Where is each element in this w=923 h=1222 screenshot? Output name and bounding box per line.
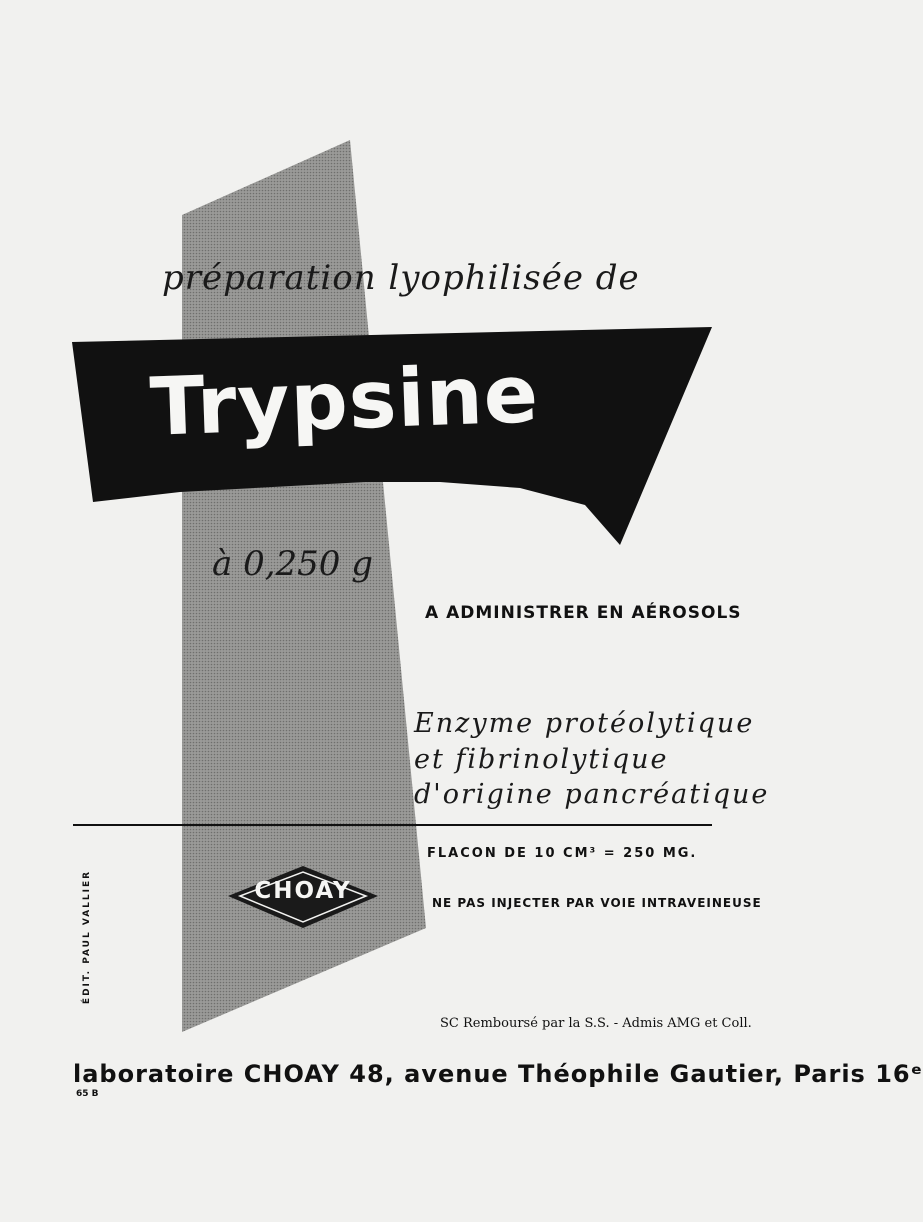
product-name: Trypsine [148, 347, 541, 454]
description-line-2: et fibrinolytique [414, 744, 669, 775]
laboratory-address: laboratoire CHOAY 48, avenue Théophile Gautier, Paris 16ᵉ [73, 1060, 923, 1088]
printer-credit: ÉDIT. PAUL VALLIER [82, 869, 93, 1005]
injection-warning: NE PAS INJECTER PAR VOIE INTRAVEINEUSE [432, 896, 762, 910]
flacon-dosage: FLACON DE 10 CM³ = 250 MG. [427, 846, 698, 861]
dose: à 0,250 g [212, 544, 373, 584]
catalog-code: 65 B [76, 1089, 99, 1099]
description-line-1: Enzyme protéolytique [414, 708, 755, 739]
subtitle: préparation lyophilisée de [162, 258, 640, 298]
description-line-3: d'origine pancréatique [414, 779, 770, 810]
choay-logo-text: CHOAY [254, 878, 352, 904]
reimbursement-note: SC Remboursé par la S.S. - Admis AMG et Coll. [440, 1016, 752, 1031]
administration-note: A ADMINISTRER EN AÉROSOLS [425, 603, 742, 623]
